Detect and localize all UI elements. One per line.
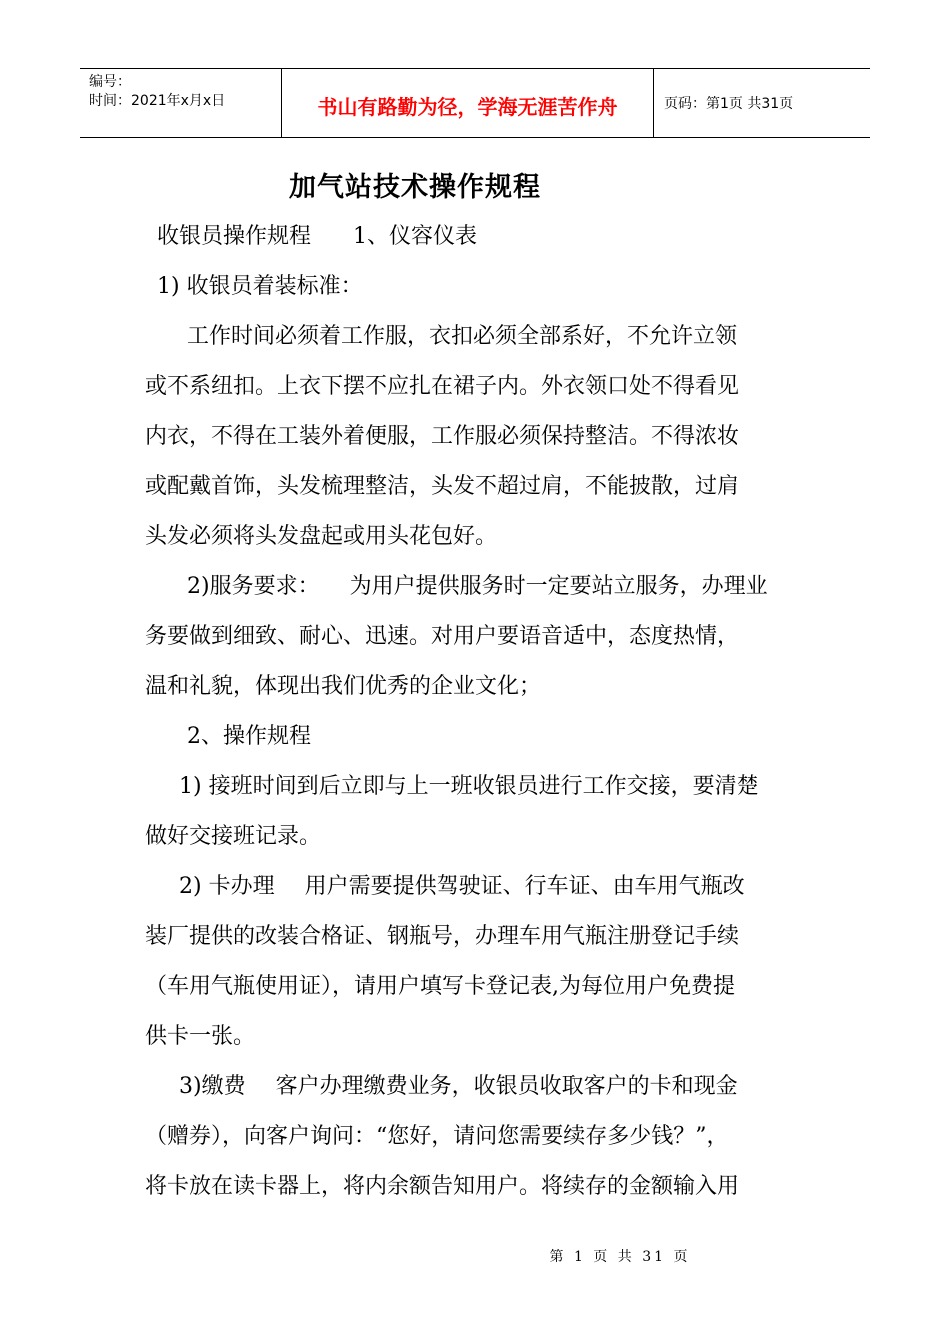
paragraph-line: 头发必须将头发盘起或用头花包好。 (145, 524, 498, 549)
paragraph-line: （车用气瓶使用证），请用户填写卡登记表,为每位用户免费提 (145, 974, 735, 999)
paragraph-line: 务要做到细致、耐心、迅速。对用户要语音适中，态度热情， (145, 624, 740, 649)
section-heading: 2、操作规程 (187, 724, 311, 749)
number-label: 编号： (89, 74, 131, 90)
header-motto-cell (282, 69, 654, 137)
document-body (145, 212, 810, 1212)
header-right-cell (654, 69, 870, 137)
paragraph-line: 温和礼貌，体现出我们优秀的企业文化； (145, 674, 542, 699)
time-label: 时间：2021年x月x日 (89, 93, 226, 109)
paragraph-line: 工作时间必须着工作服，衣扣必须全部系好，不允许立领 (187, 324, 738, 349)
paragraph-line: 1) 接班时间到后立即与上一班收银员进行工作交接，要清楚 (179, 774, 759, 799)
page-footer: 第 1 页 共 31 页 (549, 1249, 691, 1265)
motto-text: 书山有路勤为径，学海无涯苦作舟 (317, 94, 618, 119)
paragraph-line: 做好交接班记录。 (145, 824, 322, 849)
paragraph-line: 将卡放在读卡器上，将内余额告知用户。将续存的金额输入用 (145, 1174, 740, 1199)
paragraph-line: 2) 卡办理 用户需要提供驾驶证、行车证、由车用气瓶改 (179, 874, 745, 899)
paragraph-line: 内衣，不得在工装外着便服，工作服必须保持整洁。不得浓妆 (145, 424, 740, 449)
paragraph-line: 或不系纽扣。上衣下摆不应扎在裙子内。外衣领口处不得看见 (145, 374, 740, 399)
page-info: 页码：第1页 共31页 (664, 96, 794, 112)
section-line: 收银员操作规程 1、仪容仪表 (157, 224, 478, 249)
paragraph-line: 装厂提供的改装合格证、钢瓶号，办理车用气瓶注册登记手续 (145, 924, 740, 949)
document-title: 加气站技术操作规程 (289, 172, 541, 203)
header-left-cell (80, 69, 282, 137)
subsection-heading: 1) 收银员着装标准： (157, 274, 363, 299)
paragraph-line: 3)缴费 客户办理缴费业务，收银员收取客户的卡和现金 (179, 1074, 738, 1099)
paragraph-line: 或配戴首饰，头发梳理整洁，头发不超过肩，不能披散，过肩 (145, 474, 740, 499)
paragraph-line: 供卡一张。 (145, 1024, 256, 1049)
paragraph-line: （赠券），向客户询问：“您好，请问您需要续存多少钱？”， (145, 1124, 729, 1149)
page-header (80, 68, 870, 138)
paragraph-line: 2)服务要求： 为用户提供服务时一定要站立服务，办理业 (187, 574, 768, 599)
